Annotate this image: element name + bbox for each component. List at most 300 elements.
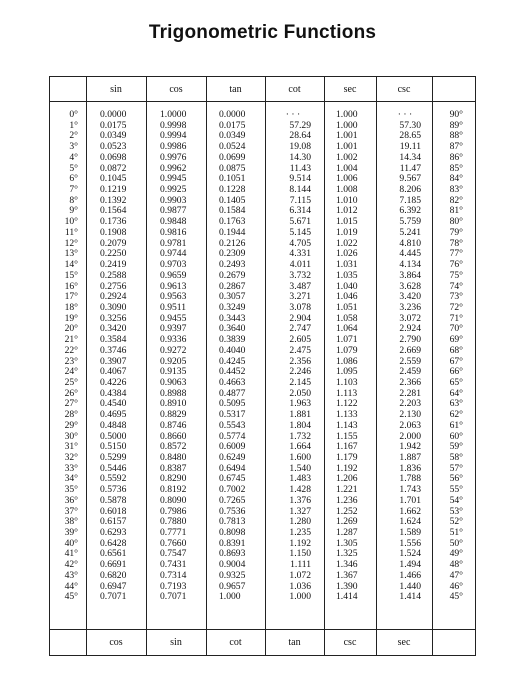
cell-tan: 0.2493 — [219, 259, 246, 271]
cell-cdeg: 67° — [449, 355, 463, 367]
cell-csc: 1.414 — [399, 591, 421, 603]
cell-csc: 3.420 — [399, 291, 421, 303]
header-cos: cos — [169, 84, 183, 95]
cell-deg: 19° — [64, 312, 78, 324]
cell-sec: 1.008 — [336, 184, 358, 196]
table-row — [0, 378, 525, 389]
cell-cot: 1.483 — [289, 473, 311, 485]
cell-cot: 4.331 — [289, 248, 311, 260]
cell-deg: 40° — [64, 537, 78, 549]
cell-csc: 5.759 — [399, 216, 421, 228]
cell-deg: 6° — [69, 173, 78, 185]
cell-tan: 0.6494 — [219, 462, 246, 474]
cell-cdeg: 76° — [449, 259, 463, 271]
cell-cos: 0.8829 — [160, 409, 187, 421]
cell-cos: 0.9744 — [160, 248, 187, 260]
cell-cos: 0.9976 — [160, 151, 187, 163]
cell-deg: 35° — [64, 484, 78, 496]
cell-sec: 1.006 — [336, 173, 358, 185]
cell-csc: 5.241 — [399, 226, 421, 238]
table-row — [0, 346, 525, 357]
cell-deg: 37° — [64, 505, 78, 517]
cell-sin: 0.3584 — [100, 334, 127, 346]
cell-sin: 0.6018 — [100, 505, 127, 517]
table-row — [0, 474, 525, 485]
cell-cot: 1.963 — [289, 398, 311, 410]
cell-csc: 3.864 — [399, 269, 421, 281]
table-row — [0, 389, 525, 400]
cell-csc: · · · — [397, 109, 413, 120]
cell-cos: 0.8660 — [160, 430, 187, 442]
cell-sin: 0.1219 — [100, 184, 127, 196]
cell-cdeg: 69° — [449, 334, 463, 346]
cell-sec: 1.002 — [336, 151, 358, 163]
cell-cos: 0.7660 — [160, 537, 187, 549]
cell-sin: 0.3256 — [100, 312, 127, 324]
cell-sin: 0.2250 — [100, 248, 127, 260]
table-row — [0, 185, 525, 196]
cell-csc: 2.459 — [399, 366, 421, 378]
cell-sec: 1.035 — [336, 269, 358, 281]
cell-tan: 0.1051 — [219, 173, 246, 185]
cell-csc: 2.366 — [399, 376, 421, 388]
cell-sin: 0.6691 — [100, 559, 127, 571]
cell-tan: 0.3839 — [219, 334, 246, 346]
cell-sec: 1.206 — [336, 473, 358, 485]
cell-sin: 0.2419 — [100, 259, 127, 271]
cell-cot: 9.514 — [289, 173, 311, 185]
table-row — [0, 399, 525, 410]
cell-cos: 0.9962 — [160, 162, 187, 174]
cell-tan: 0.2679 — [219, 269, 246, 281]
cell-cot: 1.804 — [289, 419, 311, 431]
cell-deg: 33° — [64, 462, 78, 474]
cell-cdeg: 49° — [449, 548, 463, 560]
cell-deg: 4° — [69, 151, 78, 163]
cell-csc: 1.494 — [399, 559, 421, 571]
cell-cot: 3.271 — [289, 291, 311, 303]
cell-cos: 0.9994 — [160, 130, 187, 142]
cell-tan: 0.5317 — [219, 409, 246, 421]
cell-tan: 0.4040 — [219, 344, 246, 356]
cell-tan: 0.7813 — [219, 516, 246, 528]
cell-cos: 0.8192 — [160, 484, 187, 496]
cell-deg: 44° — [64, 580, 78, 592]
cell-cos: 0.9511 — [160, 301, 187, 313]
cell-csc: 6.392 — [399, 205, 421, 217]
cell-sin: 0.0523 — [100, 141, 127, 153]
cell-cdeg: 51° — [449, 527, 463, 539]
cell-sec: 1.167 — [336, 441, 358, 453]
cell-cdeg: 75° — [449, 269, 463, 281]
cell-cdeg: 74° — [449, 280, 463, 292]
cell-deg: 26° — [64, 387, 78, 399]
cell-tan: 0.9657 — [219, 580, 246, 592]
cell-sec: 1.022 — [336, 237, 358, 249]
cell-cdeg: 46° — [449, 580, 463, 592]
cell-csc: 19.11 — [399, 141, 421, 153]
table-row — [0, 560, 525, 571]
cell-sin: 0.0698 — [100, 151, 127, 163]
cell-deg: 38° — [64, 516, 78, 528]
cell-sin: 0.2756 — [100, 280, 127, 292]
cell-cot: 8.144 — [289, 184, 311, 196]
cell-csc: 2.559 — [399, 355, 421, 367]
table-row — [0, 239, 525, 250]
header-csc: csc — [397, 84, 411, 95]
cell-sin: 0.6820 — [100, 569, 127, 581]
cell-sec: 1.346 — [336, 559, 358, 571]
cell-deg: 31° — [64, 441, 78, 453]
cell-deg: 8° — [69, 194, 78, 206]
page-title: Trigonometric Functions — [148, 22, 377, 43]
cell-sin: 0.2079 — [100, 237, 127, 249]
cell-cot: 1.881 — [289, 409, 311, 421]
cell-sec: 1.001 — [336, 130, 358, 142]
cell-cot: 1.664 — [289, 441, 311, 453]
cell-cos: 0.9659 — [160, 269, 187, 281]
cell-sec: 1.133 — [336, 409, 358, 421]
cell-deg: 13° — [64, 248, 78, 260]
cell-cot: 1.428 — [289, 484, 311, 496]
cell-cdeg: 89° — [449, 119, 463, 131]
cell-deg: 22° — [64, 344, 78, 356]
cell-cos: 0.9063 — [160, 376, 187, 388]
cell-cdeg: 54° — [449, 494, 463, 506]
cell-sec: 1.155 — [336, 430, 358, 442]
cell-sin: 0.6293 — [100, 527, 127, 539]
table-row — [0, 592, 525, 603]
cell-sin: 0.4226 — [100, 376, 127, 388]
cell-cot: 2.605 — [289, 334, 311, 346]
cell-sec: 1.040 — [336, 280, 358, 292]
cell-cos: 0.9613 — [160, 280, 187, 292]
cell-deg: 15° — [64, 269, 78, 281]
cell-sec: 1.414 — [336, 591, 358, 603]
cell-cot: 1.111 — [290, 559, 311, 571]
cell-sin: 0.4540 — [100, 398, 127, 410]
cell-sec: 1.004 — [336, 162, 358, 174]
cell-csc: 1.743 — [399, 484, 421, 496]
cell-cdeg: 79° — [449, 226, 463, 238]
cell-cdeg: 63° — [449, 398, 463, 410]
cell-sin: 0.3090 — [100, 301, 127, 313]
cell-cdeg: 48° — [449, 559, 463, 571]
cell-csc: 2.063 — [399, 419, 421, 431]
footer-cot: cot — [229, 637, 242, 648]
cell-cos: 0.9903 — [160, 194, 187, 206]
cell-cos: 0.7986 — [160, 505, 187, 517]
cell-tan: 0.1228 — [219, 184, 246, 196]
cell-csc: 2.924 — [399, 323, 421, 335]
cell-cdeg: 61° — [449, 419, 463, 431]
header-divider — [49, 101, 476, 102]
cell-sec: 1.122 — [336, 398, 358, 410]
cell-tan: 1.000 — [219, 591, 241, 603]
cell-deg: 39° — [64, 527, 78, 539]
cell-cos: 0.9135 — [160, 366, 187, 378]
cell-csc: 2.130 — [399, 409, 421, 421]
cell-cos: 0.9563 — [160, 291, 187, 303]
cell-cot: 14.30 — [289, 151, 311, 163]
cell-sin: 0.0175 — [100, 119, 127, 131]
cell-csc: 2.281 — [399, 387, 421, 399]
cell-sin: 0.5299 — [100, 452, 127, 463]
cell-tan: 0.2126 — [219, 237, 246, 249]
cell-csc: 11.47 — [399, 162, 421, 174]
cell-cdeg: 84° — [449, 173, 463, 185]
cell-csc: 4.134 — [399, 259, 421, 271]
table-row — [0, 528, 525, 539]
cell-cos: 0.8290 — [160, 473, 187, 485]
cell-cot: 1.036 — [289, 580, 311, 592]
cell-sec: 1.113 — [336, 387, 358, 399]
cell-sec: 1.071 — [336, 334, 358, 346]
cell-sin: 0.6157 — [100, 516, 127, 528]
cell-cos: 0.9877 — [160, 205, 187, 217]
cell-cos: 0.9455 — [160, 312, 187, 324]
cell-deg: 41° — [64, 548, 78, 560]
cell-sec: 1.095 — [336, 366, 358, 378]
header-tan: tan — [229, 84, 242, 95]
cell-deg: 28° — [64, 409, 78, 421]
footer-tan: tan — [288, 637, 301, 648]
cell-cos: 0.7880 — [160, 516, 187, 528]
cell-cot: 3.732 — [289, 269, 311, 281]
cell-cot: 2.145 — [289, 376, 311, 388]
cell-tan: 0.1584 — [219, 205, 246, 217]
cell-sin: 0.3746 — [100, 344, 127, 356]
cell-csc: 4.810 — [399, 237, 421, 249]
cell-tan: 0.7536 — [219, 505, 246, 517]
cell-tan: 0.9004 — [219, 559, 246, 571]
cell-csc: 3.628 — [399, 280, 421, 292]
cell-cdeg: 77° — [449, 248, 463, 260]
cell-deg: 36° — [64, 494, 78, 506]
cell-csc: 9.567 — [399, 173, 421, 185]
cell-tan: 0.0524 — [219, 141, 246, 153]
cell-csc: 2.000 — [399, 430, 421, 442]
cell-tan: 0.6745 — [219, 473, 246, 485]
cell-cdeg: 47° — [449, 569, 463, 581]
cell-deg: 32° — [64, 452, 78, 463]
cell-cdeg: 59° — [449, 441, 463, 453]
cell-cdeg: 50° — [449, 537, 463, 549]
cell-cos: 0.8480 — [160, 452, 187, 463]
cell-deg: 25° — [64, 376, 78, 388]
cell-deg: 42° — [64, 559, 78, 571]
table-body — [0, 110, 525, 603]
cell-sec: 1.010 — [336, 194, 358, 206]
cell-tan: 0.0699 — [219, 151, 246, 163]
cell-cot: 1.000 — [289, 591, 311, 603]
cell-cdeg: 86° — [449, 151, 463, 163]
cell-cot: 6.314 — [289, 205, 311, 217]
cell-cdeg: 71° — [449, 312, 463, 324]
cell-csc: 3.072 — [399, 312, 421, 324]
cell-cot: 5.145 — [289, 226, 311, 238]
cell-sec: 1.086 — [336, 355, 358, 367]
cell-cot: 1.072 — [289, 569, 311, 581]
cell-sec: 1.031 — [336, 259, 358, 271]
cell-sec: 1.390 — [336, 580, 358, 592]
cell-cos: 0.9816 — [160, 226, 187, 238]
cell-tan: 0.0175 — [219, 119, 246, 131]
table-row — [0, 260, 525, 271]
table-row — [0, 196, 525, 207]
cell-tan: 0.3443 — [219, 312, 246, 324]
cell-sin: 0.5446 — [100, 462, 127, 474]
cell-sin: 0.2588 — [100, 269, 127, 281]
cell-tan: 0.6249 — [219, 452, 246, 463]
cell-cot: 7.115 — [289, 194, 311, 206]
cell-sec: 1.143 — [336, 419, 358, 431]
cell-cot: 2.747 — [289, 323, 311, 335]
cell-cos: 0.8387 — [160, 462, 187, 474]
cell-csc: 8.206 — [399, 184, 421, 196]
cell-sin: 0.3907 — [100, 355, 127, 367]
cell-csc: 3.236 — [399, 301, 421, 313]
table-row — [0, 206, 525, 217]
cell-sin: 0.7071 — [100, 591, 127, 603]
cell-cos: 0.9205 — [160, 355, 187, 367]
table-row — [0, 571, 525, 582]
cell-deg: 20° — [64, 323, 78, 335]
cell-deg: 7° — [69, 184, 78, 196]
cell-tan: 0.8693 — [219, 548, 246, 560]
cell-deg: 12° — [64, 237, 78, 249]
cell-cdeg: 64° — [449, 387, 463, 399]
table-row — [0, 410, 525, 421]
cell-cot: 2.475 — [289, 344, 311, 356]
cell-cdeg: 81° — [449, 205, 463, 217]
table-row — [0, 517, 525, 528]
cell-cos: 0.9986 — [160, 141, 187, 153]
cell-cos: 0.9272 — [160, 344, 187, 356]
cell-deg: 45° — [64, 591, 78, 603]
cell-sin: 0.5736 — [100, 484, 127, 496]
cell-cos: 0.8746 — [160, 419, 187, 431]
cell-sec: 1.325 — [336, 548, 358, 560]
cell-cos: 0.9703 — [160, 259, 187, 271]
cell-csc: 1.887 — [399, 452, 421, 463]
cell-cdeg: 65° — [449, 376, 463, 388]
cell-tan: 0.8098 — [219, 527, 246, 539]
cell-cdeg: 85° — [449, 162, 463, 174]
cell-cos: 0.8988 — [160, 387, 187, 399]
cell-cdeg: 66° — [449, 366, 463, 378]
cell-csc: 1.662 — [399, 505, 421, 517]
cell-cot: 3.487 — [289, 280, 311, 292]
cell-tan: 0.0349 — [219, 130, 246, 142]
cell-tan: 0.5095 — [219, 398, 246, 410]
table-row — [0, 432, 525, 443]
cell-cdeg: 83° — [449, 184, 463, 196]
cell-deg: 5° — [69, 162, 78, 174]
header-cot: cot — [288, 84, 301, 95]
cell-sec: 1.179 — [336, 452, 358, 463]
cell-cdeg: 90° — [449, 109, 463, 120]
cell-cot: · · · — [285, 109, 301, 120]
cell-sin: 0.5150 — [100, 441, 127, 453]
cell-deg: 11° — [64, 226, 78, 238]
cell-cdeg: 73° — [449, 291, 463, 303]
cell-tan: 0.1405 — [219, 194, 246, 206]
cell-csc: 1.556 — [399, 537, 421, 549]
cell-tan: 0.7265 — [219, 494, 246, 506]
table-row — [0, 539, 525, 550]
cell-sec: 1.001 — [336, 141, 358, 153]
cell-csc: 1.788 — [399, 473, 421, 485]
cell-deg: 34° — [64, 473, 78, 485]
cell-csc: 7.185 — [399, 194, 421, 206]
footer-divider — [49, 629, 476, 630]
cell-csc: 2.790 — [399, 334, 421, 346]
cell-csc: 1.524 — [399, 548, 421, 560]
cell-cdeg: 57° — [449, 462, 463, 474]
cell-cos: 0.8572 — [160, 441, 187, 453]
table-row — [0, 142, 525, 153]
cell-sec: 1.064 — [336, 323, 358, 335]
cell-csc: 1.624 — [399, 516, 421, 528]
table-row — [0, 249, 525, 260]
cell-sec: 1.046 — [336, 291, 358, 303]
table-row — [0, 174, 525, 185]
cell-cot: 19.08 — [289, 141, 311, 153]
cell-deg: 27° — [64, 398, 78, 410]
cell-deg: 24° — [64, 366, 78, 378]
cell-sec: 1.367 — [336, 569, 358, 581]
cell-tan: 0.6009 — [219, 441, 246, 453]
cell-sec: 1.015 — [336, 216, 358, 228]
cell-cos: 0.9336 — [160, 334, 187, 346]
table-row — [0, 110, 525, 121]
cell-deg: 14° — [64, 259, 78, 271]
cell-cos: 0.8090 — [160, 494, 187, 506]
cell-tan: 0.2309 — [219, 248, 246, 260]
cell-tan: 0.0000 — [219, 109, 246, 120]
cell-cos: 0.7071 — [160, 591, 187, 603]
cell-tan: 0.7002 — [219, 484, 246, 496]
cell-sin: 0.6947 — [100, 580, 127, 592]
cell-deg: 17° — [64, 291, 78, 303]
cell-sin: 0.5000 — [100, 430, 127, 442]
cell-sin: 0.4067 — [100, 366, 127, 378]
table-row — [0, 357, 525, 368]
cell-sin: 0.3420 — [100, 323, 127, 335]
cell-tan: 0.3249 — [219, 301, 246, 313]
cell-deg: 16° — [64, 280, 78, 292]
cell-tan: 0.5774 — [219, 430, 246, 442]
header-sec: sec — [343, 84, 357, 95]
cell-cot: 4.011 — [289, 259, 311, 271]
cell-cot: 1.150 — [289, 548, 311, 560]
cell-deg: 18° — [64, 301, 78, 313]
cell-sin: 0.2924 — [100, 291, 127, 303]
cell-cos: 0.9781 — [160, 237, 187, 249]
cell-cos: 0.9998 — [160, 119, 187, 131]
cell-sin: 0.4384 — [100, 387, 127, 399]
cell-deg: 23° — [64, 355, 78, 367]
cell-sec: 1.103 — [336, 376, 358, 388]
footer-sec: sec — [397, 637, 411, 648]
table-row — [0, 303, 525, 314]
cell-sec: 1.000 — [336, 119, 358, 131]
table-row — [0, 464, 525, 475]
table-row — [0, 228, 525, 239]
cell-deg: 9° — [69, 205, 78, 217]
cell-cos: 0.9848 — [160, 216, 187, 228]
